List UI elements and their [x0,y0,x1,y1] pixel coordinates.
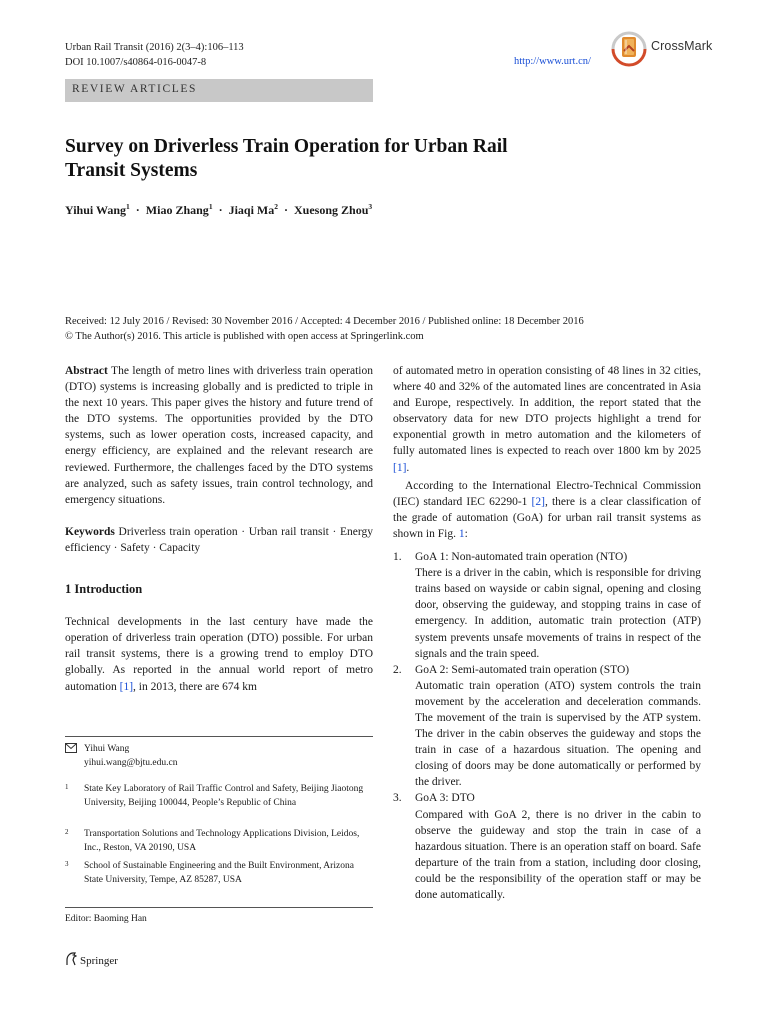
goa-title: GoA 2: Semi-automated train operation (STO) [415,663,630,676]
left-column [65,363,373,695]
author-separator: · [281,203,292,217]
affiliation-text: School of Sustainable Engineering and the Built Environment, Arizona State University, Tempe, AZ 85287, USA [84,861,354,885]
goa-list-item [393,549,701,662]
figure-link[interactable]: 1 [458,527,465,540]
right-column [393,363,701,903]
springer-horse-icon [65,952,77,966]
affiliation-text: State Key Laboratory of Rail Traffic Control and Safety, Beijing Jiaotong University, Beijing 100044, People’s Republic of China [84,784,364,808]
goa-list-item [393,790,701,903]
intro-paragraph [65,614,373,694]
author-separator: · [132,203,143,217]
body-text-end: . [406,461,410,474]
section-heading: 1 Introduction [65,582,143,597]
goa-title: GoA 1: Non-automated train operation (NTO) [415,551,628,564]
goa-description: Compared with GoA 2, there is no driver in the cabin to observe the guideway and stop the train in case of a hazardous situation. There is an operation staff on board. Safe departure of the train from a station, including door closing, could be the responsibility of the operation staff or may be done automatically. [415,808,701,901]
section-bar-label: REVIEW ARTICLES [72,83,197,95]
author-name[interactable]: Xuesong Zhou [294,203,369,217]
author-name[interactable]: Yihui Wang [65,203,127,217]
affiliation-number: 3 [65,860,69,868]
body-text-end: : [464,527,468,540]
citation-link[interactable]: [1] [393,461,407,474]
citation-link[interactable]: [2] [531,495,545,508]
journal-url-link[interactable]: http://www.urt.cn/ [514,56,591,67]
intro-text-end: , in 2013, there are 674 km [133,680,257,693]
abstract-text: The length of metro lines with driverless train operation (DTO) systems is increasing globally and is predicted to triple in the next 10 years. This paper gives the history and future trend of the DTO systems. The opportunities provided by the DTO systems, such as lower operation costs, increased capacity, and energy efficiency, are explained and the relevant research are reviewed. Furthermore, the challenges faced by the DTO systems are analyzed, such as safety issues, train control technology, and emergency situations. [65,365,374,506]
publication-dates: Received: 12 July 2016 / Revised: 30 November 2016 / Accepted: 4 December 2016 / Published online: 18 December 2016 [65,316,584,327]
keywords-label: Keywords [65,525,115,538]
goa-description: Automatic train operation (ATO) system controls the train movement by the acceleration and deceleration commands. The movement of the train is supervised by the ATP system. The driver in the cabin observes the guideway and stops the train in case of a hazardous situation. The opening and closing of doors may be done automatically or performed by the driver. [415,679,701,789]
crossmark-icon [609,31,649,67]
copyright-line: © The Author(s) 2016. This article is published with open access at Springerlink.com [65,330,424,342]
author-affiliation-mark: 3 [368,202,373,211]
author-affiliation-mark: 1 [208,202,213,211]
body-paragraph [393,478,701,542]
corresponding-author [65,743,373,770]
author-affiliation-mark: 2 [274,202,278,211]
author-list [65,203,372,218]
author-name[interactable]: Jiaqi Ma [228,203,275,217]
crossmark-label: CrossMark [651,39,713,53]
editor-divider [65,907,373,908]
affiliation [65,783,365,810]
author-affiliation-mark: 1 [126,202,130,211]
body-paragraph [393,363,701,476]
goa-description: There is a driver in the cabin, which is responsible for driving trains based on wayside or cabin signal, opening and closing door, observing the guideway, and stopping trains in case of emergency. In addition, automatic train protection (ATP) system prevents unsafe movements of trains in respect of the signals and the train speed. [415,567,701,660]
publisher-name: Springer [80,955,118,967]
envelope-icon [65,743,77,759]
keywords-text: Driverless train operation · Urban rail transit · Energy efficiency · Safety · Capacity [65,525,374,554]
keywords [65,524,373,556]
body-text: of automated metro in operation consisting of 48 lines in 32 cities, where 40 and 32% of the automated lines are concentrated in Asia and Europe, respectively. In addition, the report stated that the observatory data for new DTO projects highlight a trend for exponential growth in metro automation and the kilometers of fully automated lines is expected to reach over 1800 km by 2025 [393,365,701,458]
goa-title: GoA 3: DTO [415,792,475,805]
affiliation [65,860,365,887]
intro-text: Technical developments in the last century have made the operation of driverless train operation (DTO) possible. For urban rail transit systems, there is a growing trend to employ DTO globally. As reported in the annual world report of metro automation [65,616,373,693]
body-text: , there is a clear classification of the grade of automation (GoA) for urban rail transit systems as shown in Fig. [393,495,701,540]
body-text: According to the International Electro-Technical Commission (IEC) standard IEC 62290-1 [393,479,701,508]
article-title: Survey on Driverless Train Operation for Urban Rail Transit Systems [65,136,508,181]
author-name[interactable]: Miao Zhang [145,203,209,217]
contact-name: Yihui Wang [84,744,130,754]
goa-number: 3. [393,792,402,805]
affiliation [65,828,365,855]
goa-list-item [393,662,701,791]
editor-note: Editor: Baoming Han [65,914,147,924]
doi: DOI 10.1007/s40864-016-0047-8 [65,57,207,68]
footnote-divider [65,736,373,737]
journal-citation: Urban Rail Transit (2016) 2(3–4):106–113 [65,42,244,53]
affiliation-number: 1 [65,783,69,791]
affiliation-number: 2 [65,828,69,836]
goa-number: 1. [393,551,402,564]
author-separator: · [215,203,226,217]
abstract [65,363,373,508]
publication-history [65,315,715,344]
publisher-logo [65,952,118,967]
abstract-label: Abstract [65,365,108,377]
citation-link[interactable]: [1] [119,680,134,693]
contact-email[interactable]: yihui.wang@bjtu.edu.cn [84,757,178,768]
goa-number: 2. [393,663,402,676]
affiliation-text: Transportation Solutions and Technology Applications Division, Leidos, Inc., Reston, VA 20190, USA [84,829,360,853]
